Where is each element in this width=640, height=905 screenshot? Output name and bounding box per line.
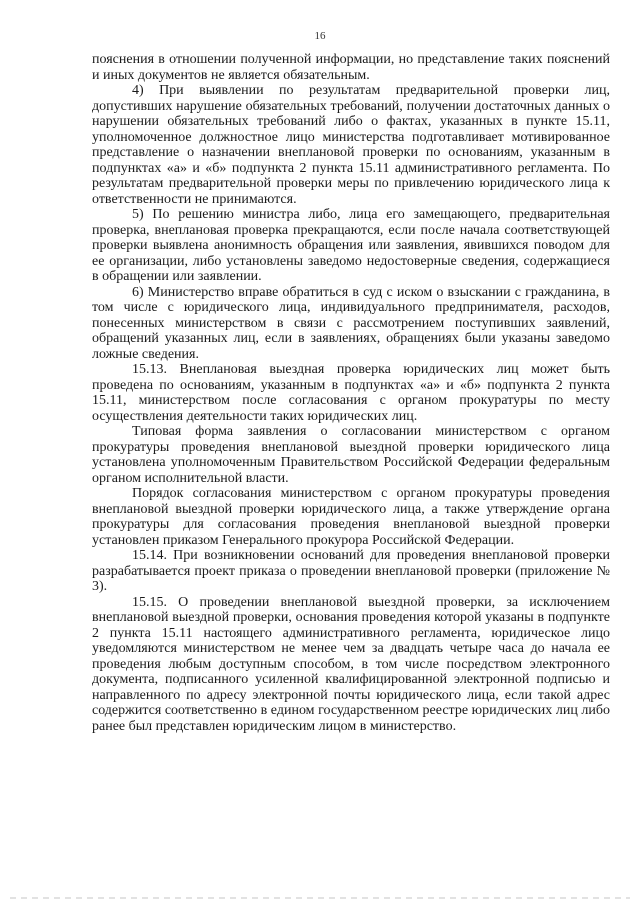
page-number: 16 [314, 30, 326, 42]
paragraph-item-5: 5) По решению министра либо, лица его замещающего, предварительная проверка, внеплановая проверка прекращаются, если после начала соответствующей проверки выявлена анонимность обращения или заявления, явившихся поводом для ее организации, либо установлены заведомо недостоверные сведения, содержащиеся в обращении или заявлении. [92, 207, 610, 284]
paragraph-continuation: пояснения в отношении полученной информации, но представление таких пояснений и иных документов не является обязательным. [92, 52, 610, 83]
document-body [92, 52, 610, 734]
paragraph-standard-form: Типовая форма заявления о согласовании министерством с органом прокуратуры проведения внеплановой выездной проверки юридического лица установлена уполномоченным Правительством Российской Федерации федеральным органом исполнительной власти. [92, 424, 610, 486]
paragraph-item-6: 6) Министерство вправе обратиться в суд с иском о взыскании с гражданина, в том числе с юридического лица, индивидуального предпринимателя, расходов, понесенных министерством в связи с рассмотрением поступивших заявлений, обращений указанных лиц, если в заявлениях, обращениях были указаны заведомо ложные сведения. [92, 284, 610, 362]
paragraph-15-14: 15.14. При возникновении оснований для проведения внеплановой проверки разрабатывается проект приказа о проведении внеплановой проверки (приложение № 3). [92, 548, 610, 594]
paragraph-item-4: 4) При выявлении по результатам предварительной проверки лиц, допустивших нарушение обязательных требований, получении достаточных данных о нарушении обязательных требований либо о фактах, указанных в пункте 15.11, уполномоченное должностное лицо министерства подготавливает мотивированное представление о назначении внеплановой проверки по основаниям, указанным в подпунктах «а» и «б» подпункта 2 пункта 15.11 административного регламента. По результатам предварительной проверки меры по привлечению юридического лица к ответственности не принимаются. [92, 83, 610, 207]
scan-edge-artifact [10, 897, 630, 899]
paragraph-15-15: 15.15. О проведении внеплановой выездной проверки, за исключением внеплановой выездной проверки, основания проведения которой указаны в подпункте 2 пункта 15.11 настоящего административного регламента, юридическое лицо уведомляются министерством не менее чем за двадцать четыре часа до начала ее проведения любым доступным способом, в том числе посредством электронного документа, подписанного усиленной квалифицированной электронной подписью и направленного по адресу электронной почты юридического лица, если такой адрес содержится соответственно в едином государственном реестре юридических лиц либо ранее был представлен юридическим лицом в министерство. [92, 594, 610, 734]
paragraph-approval-procedure: Порядок согласования министерством с органом прокуратуры проведения внеплановой выездной проверки юридического лица, а также утверждение органа прокуратуры для согласования проведения внеплановой выездной проверки установлен приказом Генерального прокурора Российской Федерации. [92, 486, 610, 548]
paragraph-15-13: 15.13. Внеплановая выездная проверка юридических лиц может быть проведена по основаниям, указанным в подпунктах «а» и «б» подпункта 2 пункта 15.11, министерством после согласования с органом прокуратуры по месту осуществления деятельности таких юридических лиц. [92, 362, 610, 424]
